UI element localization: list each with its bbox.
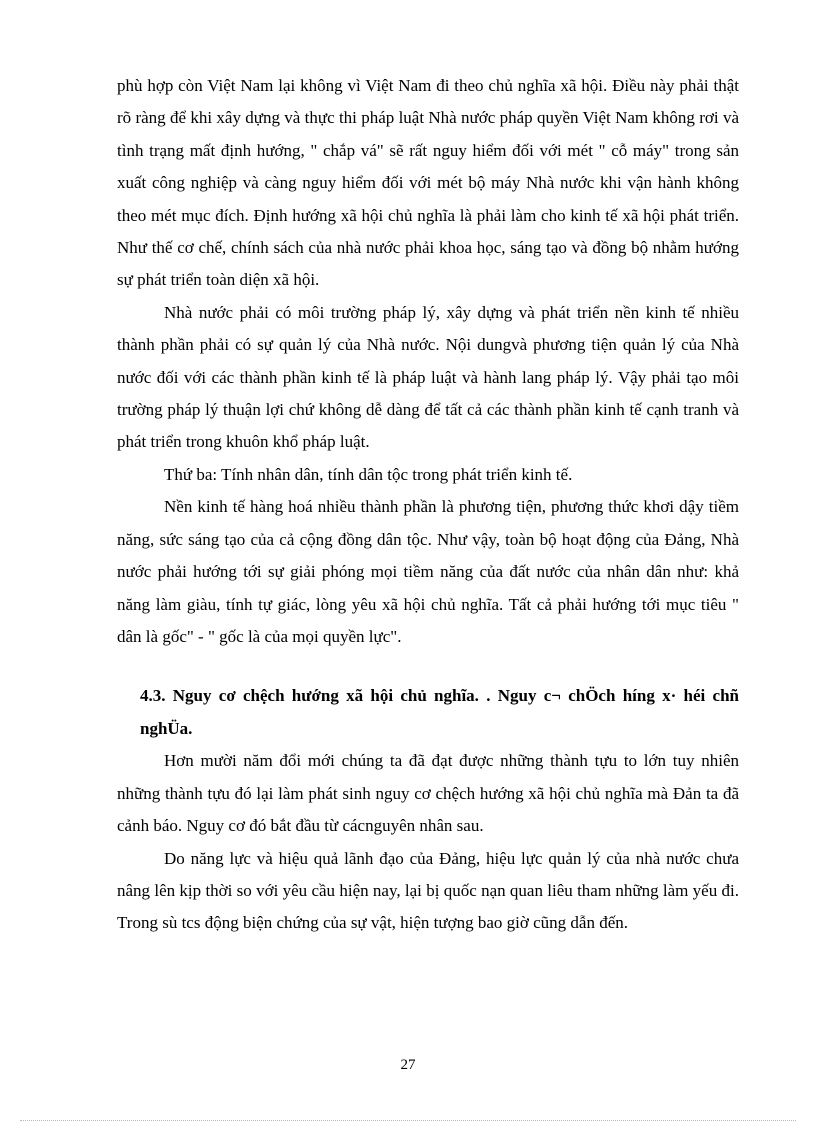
page-number: 27 bbox=[400, 1057, 416, 1073]
paragraph-reform-achievements: Hơn mười năm đổi mới chúng ta đã đạt được những thành tựu to lớn tuy nhiên những thành tựu đó lại làm phát sinh nguy cơ chệch hướng xã hội chủ nghĩa mà Đản ta đã cảnh báo. Nguy cơ đó bắt đầu từ cácnguyên nhân sau. bbox=[117, 751, 739, 836]
section-heading: 4.3. Nguy cơ chệch hướng xã hội chủ nghĩa. . Nguy c¬ chÖch híng x· héi chñ nghÜa. bbox=[140, 686, 739, 739]
paragraph-multi-sector-economy: Nền kinh tế hàng hoá nhiều thành phần là phương tiện, phương thức khơi dậy tiềm năng, sức sáng tạo của cả cộng đồng dân tộc. Như vậy, toàn bộ hoạt động của Đảng, Nhà nước phải hướng tới sự giải phóng mọi tiềm năng của đất nước của nhân dân như: khả năng làm giàu, tính tự giác, lòng yêu xã hội chủ nghĩa. Tất cả phải hướng tới mục tiêu " dân là gốc" - " gốc là của mọi quyền lực". bbox=[117, 497, 739, 646]
paragraph-legal-environment: Nhà nước phải có môi trường pháp lý, xây dựng và phát triển nền kinh tế nhiều thành phần phải có sự quản lý của Nhà nước. Nội dungvà phương tiện quản lý của Nhà nước đối với các thành phần kinh tế là pháp luật và hành lang pháp lý. Vậy phải tạo môi trường pháp lý thuận lợi chứ không dễ dàng để tất cả các thành phần kinh tế cạnh tranh và phát triển trong khuôn khổ pháp luật. bbox=[117, 302, 739, 452]
document-body bbox=[117, 70, 739, 940]
paragraph-third-point: Thứ ba: Tính nhân dân, tính dân tộc trong phát triển kinh tế. bbox=[164, 464, 573, 484]
paragraph-continued: phù hợp còn Việt Nam lại không vì Việt Nam đi theo chủ nghĩa xã hội. Điều này phải thật rõ ràng để khi xây dựng và thực thi pháp luật Nhà nước pháp quyền Việt Nam không rơi và tình trạng mất định hướng, " chắp vá" sẽ rất nguy hiểm đối với mét " cỗ máy" trong sản xuất công nghiệp và càng nguy hiểm đối với mét bộ máy Nhà nước khi vận hành không theo mét mục đích. Định hướng xã hội chủ nghĩa là phải làm cho kinh tế xã hội phát triển. Như thế cơ chế, chính sách của nhà nước phải khoa học, sáng tạo và đồng bộ nhằm hướng sự phát triển toàn diện xã hội. bbox=[117, 76, 739, 290]
paragraph-leadership-capacity: Do năng lực và hiệu quả lãnh đạo của Đảng, hiệu lực quản lý của nhà nước chưa nâng lên kịp thời so với yêu cầu hiện nay, lại bị quốc nạn quan liêu tham những làm yếu đi. Trong sù tcs động biện chứng của sự vật, hiện tượng bao giờ cũng dẫn đến. bbox=[117, 848, 739, 933]
page-bottom-divider bbox=[20, 1120, 796, 1121]
